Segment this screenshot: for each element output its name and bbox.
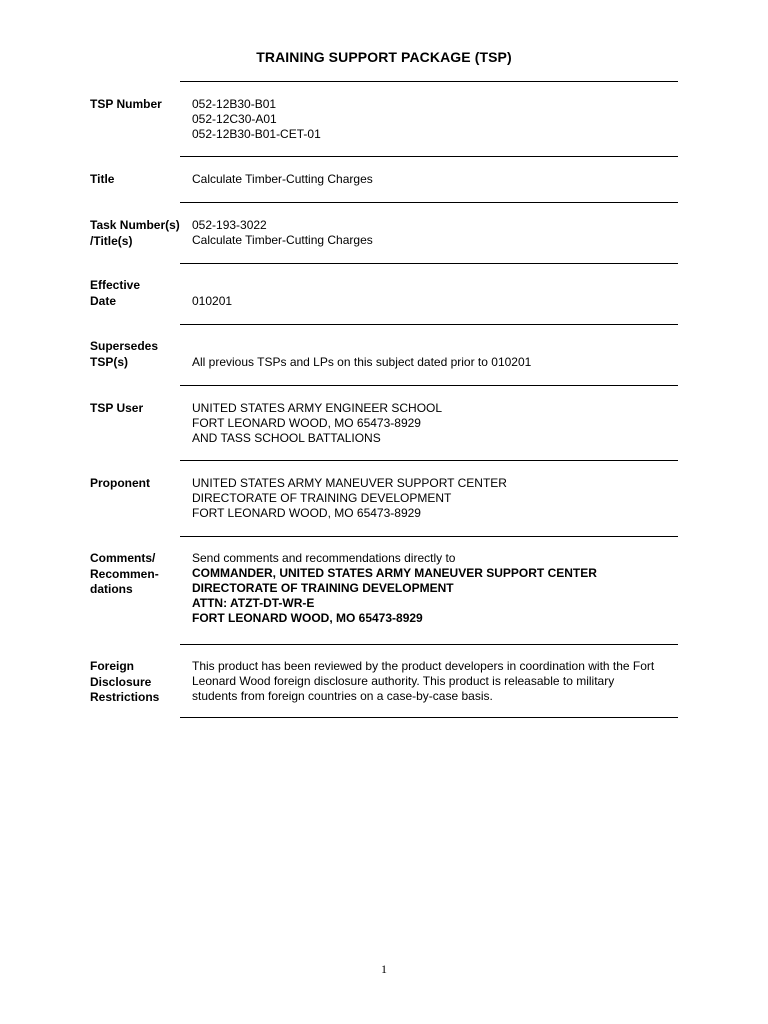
task-number: 052-193-3022 (192, 218, 267, 232)
tsp-number-1: 052-12B30-B01 (192, 97, 277, 111)
tsp-user-2: FORT LEONARD WOOD, MO 65473-8929 (192, 416, 421, 430)
task-label-2: /Title(s) (90, 233, 133, 248)
divider (180, 536, 678, 537)
foreign-label-2: Disclosure (90, 674, 152, 689)
foreign-line-3: students from foreign countries on a case-by-case basis. (192, 689, 493, 703)
proponent-1: UNITED STATES ARMY MANEUVER SUPPORT CENTER (192, 476, 507, 490)
effective-date-label-2: Date (90, 293, 117, 308)
comments-label (90, 551, 190, 598)
effective-date-label (90, 278, 190, 309)
divider (180, 717, 678, 718)
supersedes-label (90, 339, 190, 370)
page-number: 1 (381, 962, 387, 976)
title-label: Title (90, 172, 115, 186)
divider (180, 644, 678, 645)
task-title: Calculate Timber-Cutting Charges (192, 233, 373, 247)
comments-intro: Send comments and recommendations directly to (192, 551, 456, 565)
comments-address-3: ATTN: ATZT-DT-WR-E (192, 596, 315, 610)
divider (180, 263, 678, 264)
comments-label-3: dations (90, 582, 133, 596)
foreign-line-1: This product has been reviewed by the product developers in coordination with the Fort (192, 659, 655, 673)
task-values (192, 218, 682, 248)
comments-address-4: FORT LEONARD WOOD, MO 65473-8929 (192, 611, 423, 625)
comments-address-2: DIRECTORATE OF TRAINING DEVELOPMENT (192, 581, 454, 595)
comments-values (192, 551, 682, 626)
effective-date-label-1: Effective (90, 278, 141, 292)
supersedes-label-2: TSP(s) (90, 354, 129, 369)
divider (180, 81, 678, 82)
comments-address-1: COMMANDER, UNITED STATES ARMY MANEUVER SUPPORT CENTER (192, 566, 597, 580)
divider (180, 202, 678, 203)
tsp-number-label: TSP Number (90, 97, 162, 111)
tsp-number-3: 052-12B30-B01-CET-01 (192, 127, 321, 141)
comments-label-2: Recommen- (90, 566, 159, 581)
foreign-label-1: Foreign (90, 659, 134, 673)
supersedes-value: All previous TSPs and LPs on this subject dated prior to 010201 (192, 355, 532, 369)
divider (180, 156, 678, 157)
foreign-disclosure-text (192, 659, 682, 704)
foreign-disclosure-label (90, 659, 190, 706)
proponent-2: DIRECTORATE OF TRAINING DEVELOPMENT (192, 491, 452, 505)
tsp-user-3: AND TASS SCHOOL BATTALIONS (192, 431, 381, 445)
divider (180, 460, 678, 461)
title-value: Calculate Timber-Cutting Charges (192, 172, 373, 186)
supersedes-label-1: Supersedes (90, 339, 159, 353)
page-title: TRAINING SUPPORT PACKAGE (TSP) (256, 49, 512, 65)
divider (180, 385, 678, 386)
divider (180, 324, 678, 325)
effective-date-value: 010201 (192, 294, 233, 308)
tsp-user-values (192, 401, 682, 446)
tsp-number-2: 052-12C30-A01 (192, 112, 277, 126)
proponent-values (192, 476, 682, 521)
tsp-user-label: TSP User (90, 401, 144, 415)
tsp-user-1: UNITED STATES ARMY ENGINEER SCHOOL (192, 401, 443, 415)
task-label-1: Task Number(s) (90, 218, 180, 232)
foreign-line-2: Leonard Wood foreign disclosure authority. This product is releasable to military (192, 674, 615, 688)
task-label (90, 218, 190, 249)
proponent-label: Proponent (90, 476, 150, 490)
foreign-label-3: Restrictions (90, 690, 160, 704)
proponent-3: FORT LEONARD WOOD, MO 65473-8929 (192, 506, 421, 520)
comments-label-1: Comments/ (90, 551, 156, 565)
tsp-number-values (192, 97, 682, 142)
